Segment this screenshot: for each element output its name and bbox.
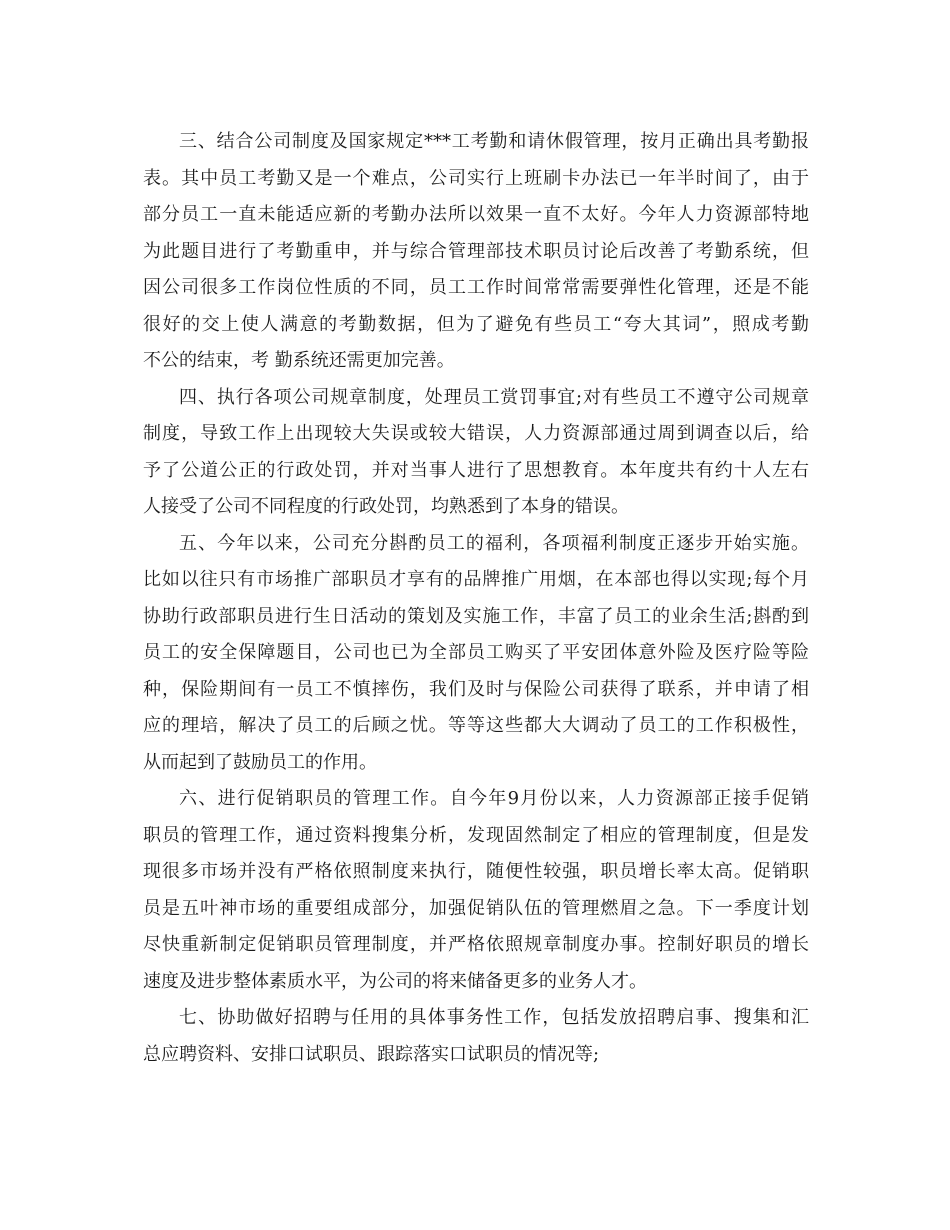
paragraph-line: 尽快重新制定促销职员管理制度，并严格依照规章制度办事。控制好职员的增长: [143, 934, 809, 955]
paragraph-line: 从而起到了鼓励员工的作用。: [143, 751, 377, 773]
paragraph-line: 五、今年以来，公司充分斟酌员工的福利，各项福利制度正逐步开始实施。: [179, 532, 809, 554]
paragraph-line: 职员的管理工作，通过资料搜集分析，发现固然制定了相应的管理制度，但是发: [143, 824, 809, 846]
document-body: [143, 124, 809, 1073]
paragraph-line: 总应聘资料、安排口试职员、跟踪落实口试职员的情况等;: [143, 1043, 600, 1065]
paragraph-line: 四、执行各项公司规章制度，处理员工赏罚事宜;对有些员工不遵守公司规章: [179, 386, 809, 408]
paragraph-line: 予了公道公正的行政处罚，并对当事人进行了思想教育。本年度共有约十人左右: [143, 459, 809, 481]
paragraph-line: 很好的交上使人满意的考勤数据，但为了避免有些员工“夸大其词”，照成考勤: [143, 313, 809, 335]
paragraph-line: 应的理培，解决了员工的后顾之忧。等等这些都大大调动了员工的工作积极性，: [143, 715, 809, 736]
paragraph-line: 不公的结束，考 勤系统还需更加完善。: [143, 350, 455, 371]
paragraph-line: 速度及进步整体素质水平，为公司的将来储备更多的业务人才。: [143, 970, 647, 992]
paragraph-welfare: [143, 526, 809, 782]
paragraph-line: 制度，导致工作上出现较大失误或较大错误，人力资源部通过周到调查以后，给: [143, 423, 809, 444]
paragraph-line: 种，保险期间有一员工不慎摔伤，我们及时与保险公司获得了联系，并申请了相: [143, 678, 809, 700]
paragraph-attendance: [143, 124, 809, 380]
paragraph-line: 表。其中员工考勤又是一个难点，公司实行上班刷卡办法已一年半时间了，由于: [143, 167, 809, 189]
paragraph-line: 七、协助做好招聘与任用的具体事务性工作，包括发放招聘启事、搜集和汇: [179, 1007, 809, 1028]
paragraph-line: 因公司很多工作岗位性质的不同，员工工作时间常常需要弹性化管理，还是不能: [143, 277, 809, 298]
paragraph-promoters: [143, 781, 809, 1000]
paragraph-line: 现很多市场并没有严格依照制度来执行，随便性较强，职员增长率太高。促销职: [143, 861, 809, 882]
paragraph-line: 三、结合公司制度及国家规定***工考勤和请休假管理，按月正确出具考勤报: [179, 131, 809, 152]
paragraph-line: 为此题目进行了考勤重申，并与综合管理部技术职员讨论后改善了考勤系统，但: [143, 240, 809, 262]
paragraph-line: 员工的安全保障题目，公司也已为全部员工购买了平安团体意外险及医疗险等险: [143, 642, 809, 663]
paragraph-recruitment: [143, 1000, 809, 1073]
paragraph-line: 六、进行促销职员的管理工作。自今年9月份以来，人力资源部正接手促销: [179, 788, 809, 809]
paragraph-line: 员是五叶神市场的重要组成部分，加强促销队伍的管理燃眉之急。下一季度计划: [143, 897, 809, 919]
paragraph-line: 人接受了公司不同程度的行政处罚，均熟悉到了本身的错误。: [143, 496, 629, 517]
paragraph-line: 协助行政部职员进行生日活动的策划及实施工作，丰富了员工的业余生活;斟酌到: [143, 605, 809, 627]
paragraph-rules: [143, 380, 809, 526]
paragraph-line: 部分员工一直未能适应新的考勤办法所以效果一直不太好。今年人力资源部特地: [143, 204, 809, 225]
paragraph-line: 比如以往只有市场推广部职员才享有的品牌推广用烟，在本部也得以实现;每个月: [143, 569, 809, 590]
